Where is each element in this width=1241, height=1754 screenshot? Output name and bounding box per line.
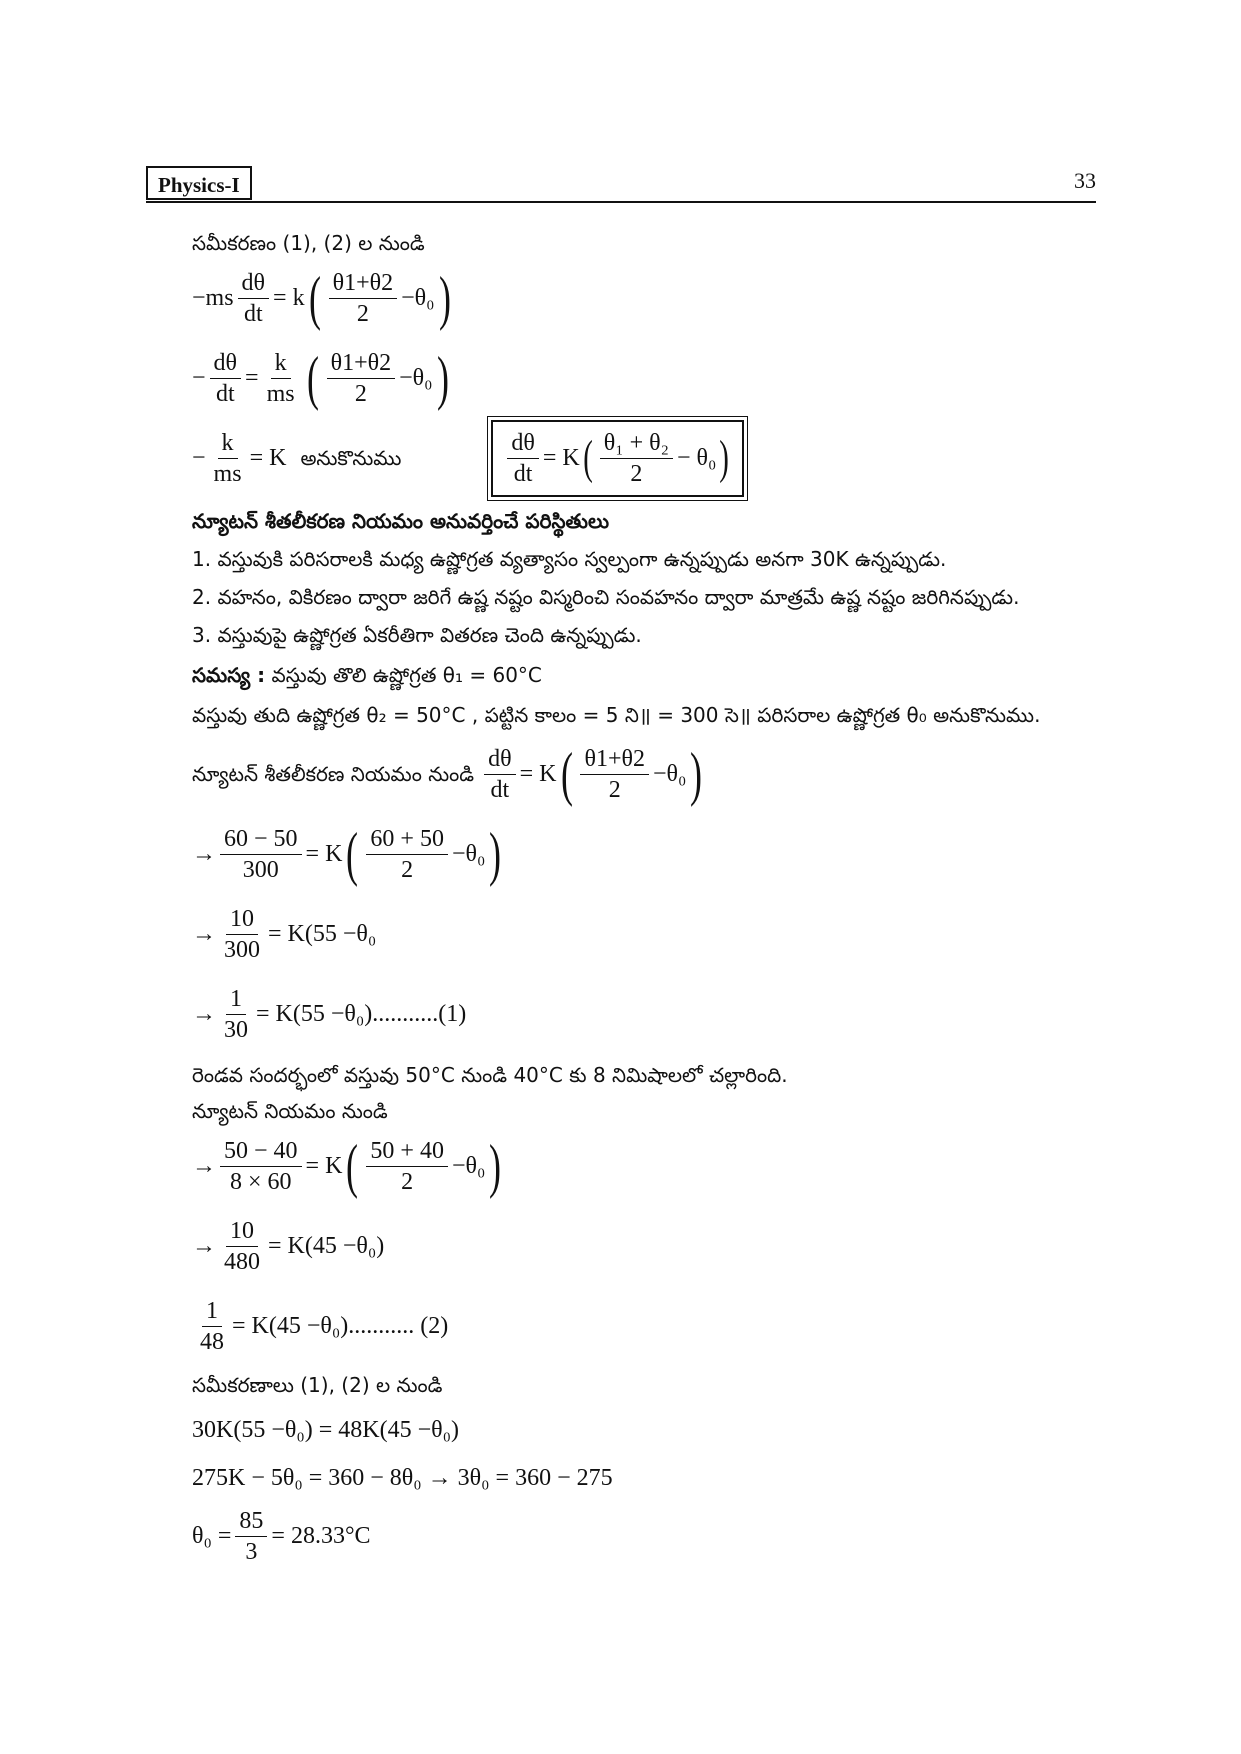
condition-item: 2. వహనం, వికిరణం ద్వారా జరిగే ఉష్ణ నష్టం విస్మరించి సంవహనం ద్వారా మాత్రమే ఉష్ణ నష్టం జరిగినప్పుడు. <box>192 585 1020 609</box>
equation-3: − $\frac{k}{ms}$ = K అనుకొనుము $\frac{d\theta}{dt}$ = K ( $\frac{\text{θ₁ + θ₂}}{2}$ − θ₀ ) <box>192 418 1096 498</box>
page-number: 33 <box>1074 168 1096 193</box>
boxed-result: $\frac{d\theta}{dt}$ = K ( $\frac{\text{θ₁ + θ₂}}{2}$ − θ₀ ) <box>491 420 744 497</box>
intro-line: సమీకరణం (1), (2) ల నుండి <box>192 231 425 255</box>
header-rule <box>146 201 1096 203</box>
equation-1: −ms $\frac{d\theta}{dt}$ = k ( $\frac{\theta 1+\theta 2}{2}$ −θ₀ ) <box>192 265 451 331</box>
step-2: → $\frac{10}{300}$ = K(55 −θ₀ <box>192 905 377 963</box>
condition-item: 1. వస్తువుకి పరిసరాలకి మధ్య ఉష్ణోగ్రత వ్యత్యాసం స్వల్పంగా ఉన్నప్పుడు అనగా 30K ఉన్నప్పుడు. <box>192 547 947 571</box>
step-6: $\frac{1}{48}$ = K(45 −θ₀)........... (2) <box>200 1297 449 1355</box>
final-equation-2: 275K − 5θ₀ = 360 − 8θ₀ → 3θ₀ = 360 − 275 <box>192 1465 613 1491</box>
eq1-fraction: $\frac{d\theta}{dt}$ <box>238 268 270 329</box>
condition-item: 3. వస్తువుపై ఉష్ణోగ్రత ఏకరీతిగా వితరణ చెంది ఉన్నప్పుడు. <box>192 623 642 647</box>
final-result: θ₀ = $\frac{85}{3}$ = 28.33°C <box>192 1507 371 1565</box>
running-title: Physics-I <box>146 166 252 200</box>
step-5: → $\frac{10}{480}$ = K(45 −θ₀) <box>192 1217 385 1275</box>
step-4: → $\frac{50 - 40}{8 \times 60}$ = K ( $\frac{50 + 40}{2}$ −θ₀ ) <box>192 1133 502 1199</box>
problem-line-2: వస్తువు తుది ఉష్ణోగ్రత θ₂ = 50°C , పట్టిన కాలం = 5 ని॥ = 300 సె॥ పరిసరాల ఉష్ణోగ్రత θ₀ అనుకొనుము. <box>192 703 1041 727</box>
step-3: → $\frac{1}{30}$ = K(55 −θ₀)...........(1) <box>192 985 467 1043</box>
eq1-rhs: = k <box>273 284 305 311</box>
newton-law-line: న్యూటన్ నియమం నుండి <box>192 1099 388 1123</box>
case-2-line: రెండవ సందర్భంలో వస్తువు 50°C నుండి 40°C కు 8 నిమిషాలలో చల్లారింది. <box>192 1063 788 1087</box>
conditions-heading: న్యూటన్ శీతలీకరణ నియమం అనువర్తించే పరిస్థితులు <box>192 509 610 533</box>
problem-statement <box>192 660 1096 690</box>
final-equation-1: 30K(55 −θ₀) = 48K(45 −θ₀) <box>192 1417 459 1443</box>
intro-line-2: సమీకరణాలు (1), (2) ల నుండి <box>192 1373 443 1397</box>
page-header <box>146 166 1096 204</box>
assume-label: అనుకొనుము <box>300 446 402 470</box>
page-content <box>192 228 1096 1576</box>
law-equation: న్యూటన్ శీతలీకరణ నియమం నుండి $\frac{d\theta}{dt}$ = K ( $\frac{\theta 1+\theta 2}{2}$ −θ₀ ) <box>192 741 703 807</box>
eq1-lhs: −ms <box>192 284 234 311</box>
problem-line-1: వస్తువు తొలి ఉష్ణోగ్రత θ₁ = 60°C <box>271 663 542 687</box>
eq1-inner-fraction: $\frac{\theta 1+\theta 2}{2}$ <box>329 268 398 329</box>
step-1: → $\frac{60 - 50}{300}$ = K ( $\frac{60 + 50}{2}$ −θ₀ ) <box>192 821 502 887</box>
equation-2: − $\frac{d\theta}{dt}$ = $\frac{k}{ms}$ ( $\frac{\theta 1+\theta 2}{2}$ −θ₀ ) <box>192 345 449 411</box>
problem-label: సమస్య : <box>192 663 266 687</box>
